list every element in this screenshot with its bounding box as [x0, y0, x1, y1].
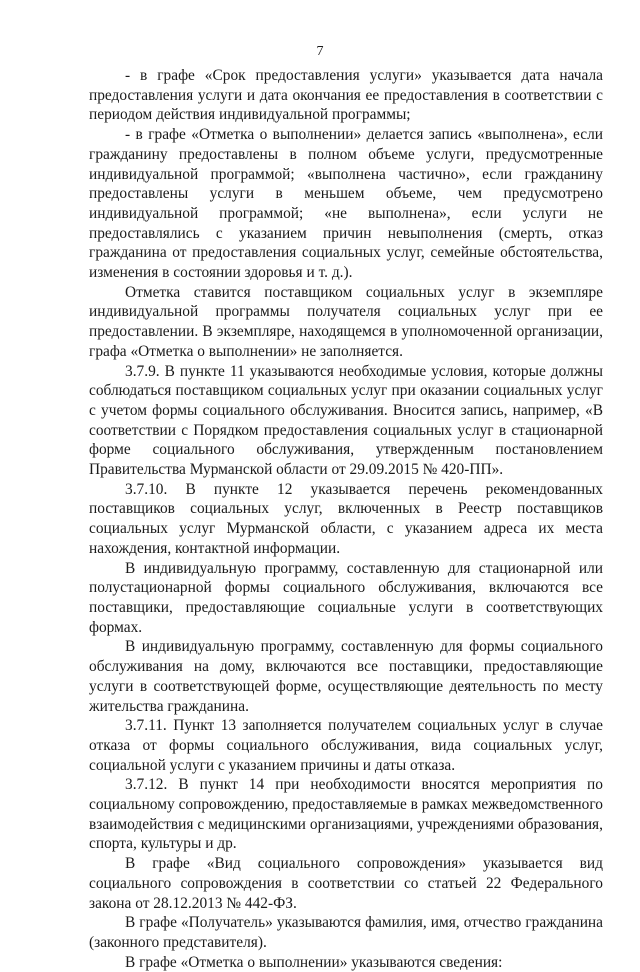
paragraph-3-7-10: 3.7.10. В пункте 12 указывается перечень рекомендованных поставщиков социальных услуг, включенных в Реестр поставщиков социальных услуг Мурманской области, с указанием адреса их места нахождения, контактной информации.: [89, 480, 603, 557]
paragraph-completion-mark: - в графе «Отметка о выполнении» делается запись «выполнена», если гражданину предоставлены в полном объеме услуги, предусмотренные индивидуальной программой; «выполнена частично», если гражданину предоставлены услуги в меньшем объеме, чем предусмотрено индивидуальной программой; «не выполнена», если услуги не предоставлялись с указанием причин невыполнения (смерть, отказ гражданина от предоставления социальных услуг, семейные обстоятельства, изменения в состоянии здоровья и т. д.).: [89, 126, 603, 282]
paragraph-recipient: В графе «Получатель» указываются фамилия, имя, отчество гражданина (законного представителя).: [89, 914, 603, 951]
paragraph-3-7-11: 3.7.11. Пункт 13 заполняется получателем социальных услуг в случае отказа от формы социального обслуживания, вида социальных услуг, социальной услуги с указанием причины и даты отказа.: [89, 717, 603, 774]
paragraph-mark-placement: Отметка ставится поставщиком социальных услуг в экземпляре индивидуальной программы получателя социальных услуг при ее предоставлении. В экземпляре, находящемся в уполномоченной организации, графа «Отметка о выполнении» не заполняется.: [89, 283, 603, 360]
paragraph-support-type: В графе «Вид социального сопровождения» указывается вид социального сопровождения в соответствии со статьей 22 Федерального закона от 28.12.2013 № 442-ФЗ.: [89, 855, 603, 912]
page-number: 7: [316, 44, 324, 59]
paragraph-3-7-9: 3.7.9. В пункте 11 указываются необходимые условия, которые должны соблюдаться поставщиком социальных услуг при оказании социальных услуг с учетом формы социального обслуживания. Вносится запись, например, «В соответствии с Порядком предоставления социальных услуг в стационарной форме социального обслуживания, утвержденным постановлением Правительства Мурманской области от 29.09.2015 № 420-ПП».: [89, 362, 603, 479]
paragraph-home-providers: В индивидуальную программу, составленную для формы социального обслуживания на дому, включаются все поставщики, предоставляющие услуги в соответствующей форме, осуществляющие деятельность по месту жительства гражданина.: [89, 638, 603, 715]
paragraph-service-period: - в графе «Срок предоставления услуги» указывается дата начала предоставления услуги и дата окончания ее предоставления в соответствии с периодом действия индивидуальной программы;: [89, 67, 603, 124]
paragraph-completion-info: В графе «Отметка о выполнении» указываются сведения:: [125, 953, 503, 971]
paragraph-3-7-12: 3.7.12. В пункт 14 при необходимости вносятся мероприятия по социальному сопровождению, предоставляемые в рамках межведомственного взаимодействия с медицинскими организациями, учреждениями образования, спорта, культуры и др.: [89, 776, 603, 853]
document-body: [89, 66, 603, 972]
paragraph-stationary-providers: В индивидуальную программу, составленную для стационарной или полустационарной формы социального обслуживания, включаются все поставщики, предоставляющие социальные услуги в соответствующих формах.: [89, 559, 603, 636]
